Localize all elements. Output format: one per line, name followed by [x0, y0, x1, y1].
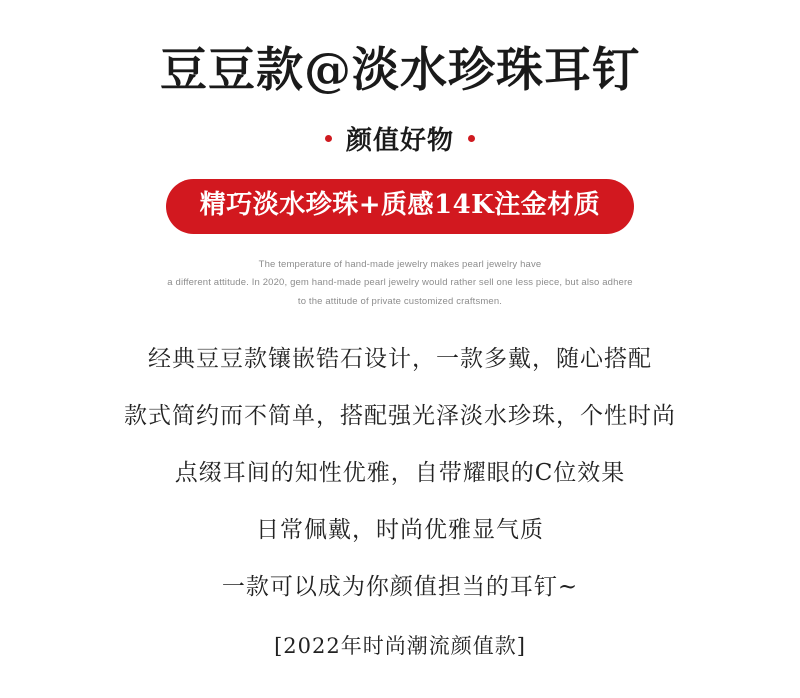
description-line-2: 款式简约而不简单，搭配强光泽淡水珍珠，个性时尚 — [124, 403, 676, 430]
subtitle-row — [325, 120, 475, 157]
description-block — [40, 331, 760, 674]
english-line-3: to the attitude of private customized craftsmen. — [297, 295, 503, 307]
feature-banner: 精巧淡水珍珠+质感14K注金材质 — [166, 179, 635, 234]
description-line-1: 经典豆豆款镶嵌锆石设计，一款多戴，随心搭配 — [148, 346, 652, 373]
description-line-4: 日常佩戴，时尚优雅显气质 — [256, 517, 544, 544]
english-line-2: a different attitude. In 2020, gem hand-made pearl jewelry would rather sell one less piece, but also adhere — [167, 277, 633, 289]
decorative-dot-left — [325, 135, 332, 142]
footer-tagline: [2022年时尚潮流颜值款] — [274, 634, 526, 659]
english-paragraph — [90, 256, 710, 312]
title-block — [160, 44, 640, 98]
description-line-3: 点缀耳间的知性优雅，自带耀眼的C位效果 — [174, 460, 626, 487]
page-subtitle: 颜值好物 — [345, 126, 454, 157]
english-line-1: The temperature of hand-made jewelry makes pearl jewelry have — [258, 258, 542, 270]
page-title: 豆豆款@淡水珍珠耳钉 — [160, 43, 640, 98]
decorative-dot-right — [468, 135, 475, 142]
description-line-5: 一款可以成为你颜值担当的耳钉~ — [221, 574, 579, 601]
